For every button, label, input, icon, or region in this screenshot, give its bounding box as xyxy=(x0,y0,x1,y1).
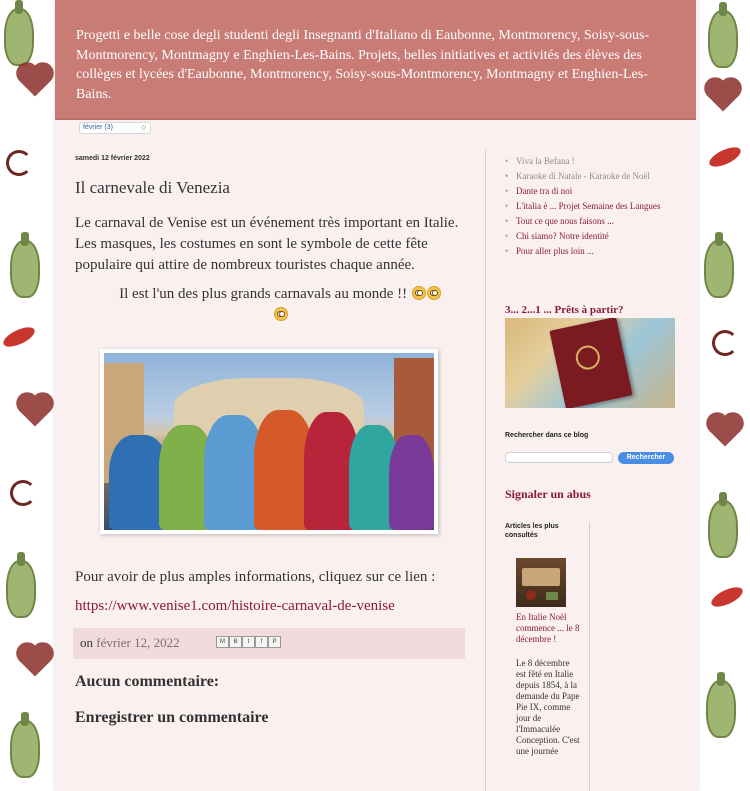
sidebar xyxy=(485,150,675,756)
popular-divider xyxy=(589,522,590,791)
olive-jar-icon xyxy=(708,10,738,68)
pepper-icon xyxy=(707,143,744,170)
swirl-icon xyxy=(6,150,32,176)
archive-dropdown-value: février (3) xyxy=(83,124,113,131)
post-date: samedi 12 février 2022 xyxy=(75,155,150,162)
sidebar-link[interactable]: • L'italia è ... Projet Semaine des Langues xyxy=(505,201,675,212)
sidebar-link[interactable]: • Viva la Befana ! xyxy=(505,156,675,167)
sidebar-divider xyxy=(485,150,486,791)
archive-dropdown[interactable] xyxy=(79,122,151,134)
popular-post-link[interactable]: En Italie Noël commence ... le 8 décembre ! xyxy=(516,612,580,644)
left-decorative-border xyxy=(0,0,55,791)
twitter-share-icon[interactable]: t xyxy=(242,636,255,648)
blog-page xyxy=(55,0,698,791)
venice-link[interactable]: https://www.venise1.com/histoire-carnaval-de-venise xyxy=(75,598,395,614)
olive-jar-icon xyxy=(708,500,738,558)
sidebar-link[interactable]: • Dante tra di noi xyxy=(505,186,675,197)
post-title[interactable]: Il carnevale di Venezia xyxy=(75,178,230,197)
sidebar-link[interactable]: • Tout ce que nous faisons ... xyxy=(505,216,675,227)
report-abuse-link[interactable]: Signaler un abus xyxy=(505,487,591,501)
search-widget-title: Rechercher dans ce blog xyxy=(505,432,589,439)
emblem-icon xyxy=(574,343,602,371)
heart-icon xyxy=(19,395,50,426)
search-button[interactable]: Rechercher xyxy=(618,452,674,464)
heart-icon xyxy=(19,645,50,676)
popular-post-snippet: Le 8 décembre est fêté en Italie depuis 1854, à la demande du Pape Pie IX, comme jour de l'Immaculée Conception. C'est une journée xyxy=(516,658,580,756)
sidebar-link[interactable]: • Pour aller plus loin ... xyxy=(505,246,675,257)
flushed-emoji-icon xyxy=(427,286,441,300)
page-links-list xyxy=(485,150,675,257)
olive-jar-icon xyxy=(704,240,734,298)
feature-widget-title: 3... 2...1 ... Prêts à partir? xyxy=(505,304,624,316)
post-timestamp-link[interactable]: février 12, 2022 xyxy=(96,635,180,650)
swirl-icon xyxy=(10,480,36,506)
share-buttons xyxy=(216,636,281,648)
post-body xyxy=(75,213,465,326)
blog-this-share-icon[interactable]: B xyxy=(229,636,242,648)
flushed-emoji-icon xyxy=(274,307,288,321)
sidebar-link[interactable]: • Karaoke di Natale - Karaoke de Noël xyxy=(505,171,675,182)
post-paragraph-emphasis xyxy=(75,284,465,326)
heart-icon xyxy=(709,415,740,446)
passport-image[interactable] xyxy=(505,318,675,408)
heart-icon xyxy=(707,80,738,111)
passport-book xyxy=(549,318,632,408)
heart-icon xyxy=(19,65,50,96)
post-paragraph: Le carnaval de Venise est un événement très important en Italie. Les masques, les costumes en sont le symbole de cette fête populaire qui attire de nombreux touristes chaque année. xyxy=(75,215,459,273)
olive-jar-icon xyxy=(4,8,34,66)
facebook-share-icon[interactable]: f xyxy=(255,636,268,648)
post-image[interactable] xyxy=(100,349,438,534)
swirl-icon xyxy=(712,330,738,356)
post-paragraph-text: Il est l'un des plus grands carnavals au monde !! xyxy=(119,286,411,302)
olive-jar-icon xyxy=(10,240,40,298)
email-share-icon[interactable]: M xyxy=(216,636,229,648)
pinterest-share-icon[interactable]: P xyxy=(268,636,281,648)
right-decorative-border xyxy=(698,0,750,791)
search-input[interactable] xyxy=(505,452,613,463)
no-comments-heading: Aucun commentaire: xyxy=(75,673,220,690)
main-column xyxy=(75,155,465,727)
sidebar-link[interactable]: • Chi siamo? Notre identité xyxy=(505,231,675,242)
olive-jar-icon xyxy=(6,560,36,618)
olive-jar-icon xyxy=(706,680,736,738)
flushed-emoji-icon xyxy=(412,286,426,300)
popular-post-thumbnail[interactable] xyxy=(516,558,566,607)
more-info-text: Pour avoir de plus amples informations, cliquez sur ce lien : xyxy=(75,569,436,585)
post-comment-heading: Enregistrer un commentaire xyxy=(75,709,269,726)
popular-posts-title: Articles les plus consultés xyxy=(505,523,559,539)
pepper-icon xyxy=(709,583,746,610)
chevron-updown-icon: ◇ xyxy=(141,125,146,131)
post-footer xyxy=(73,628,465,659)
venice-carnival-photo xyxy=(104,353,434,530)
blog-description: Progetti e belle cose degli studenti degli Insegnanti d'Italiano di Eaubonne, Montmorency, Soisy-sous-Montmorency, Montmagny e Enghien-Les-Bains. Projets, belles initiatives et activités des élèves des collèges et lycées d'Eaubonne, Montmorency, Soisy-sous-Montmorency, Montmagny et Enghien-Les- Bains. xyxy=(76,28,650,102)
pepper-icon xyxy=(1,323,38,350)
olive-jar-icon xyxy=(10,720,40,778)
blog-header xyxy=(55,0,696,120)
post-footer-prefix: on xyxy=(80,635,93,650)
